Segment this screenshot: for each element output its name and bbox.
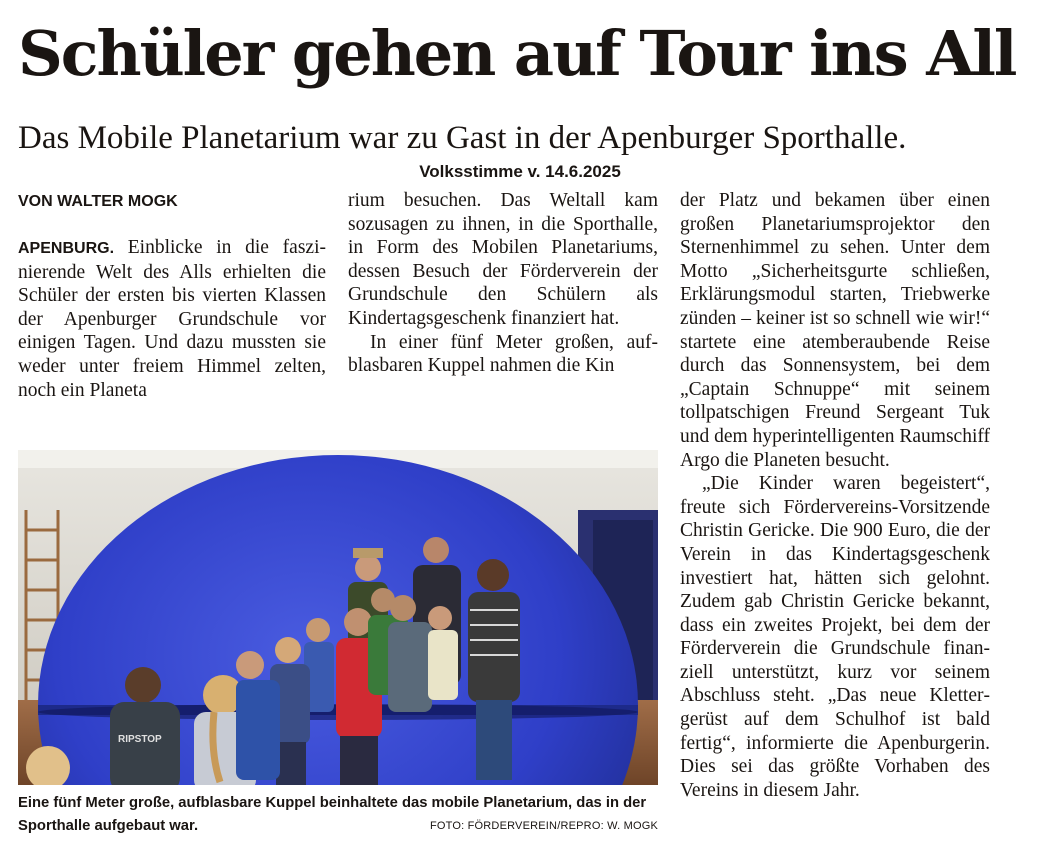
photo-caption: Eine fünf Meter große, aufblasbare Kuppel beinhaltete das mobile Planetarium, das in der Sporthalle aufgebaut war. (18, 795, 647, 834)
article-photo (18, 450, 658, 785)
subheadline: Das Mobile Planetarium war zu Gast in der Apenburger Sporthalle. (18, 120, 907, 156)
paragraph-text: Einblicke in die faszinierende Welt des Alls erhielten die Schüler der ersten bis vierten Klassen der Apenburger Grundschule vor einigen Tagen. Und dazu mussten sie weder unter freiem Himmel zelten, noch ein Planeta (18, 237, 326, 401)
dateline: APENBURG. (18, 240, 115, 257)
photo-credit: FOTO: FÖRDERVEREIN/REPRO: W. MOGK (429, 820, 658, 832)
shirt-print: RIPSTOP (118, 734, 162, 745)
article-column-2 (348, 189, 658, 378)
source-line: Volksstimme v. 14.6.2025 (419, 162, 621, 181)
paragraph: der Platz und bekamen über einen großen Planetariumsprojektor den Sternenhimmel zu sehen. Unter dem Motto „Sicherheitsgurte schließen, Erklärungsmodul starten, Triebwerke zünden – keiner ist so schnell wie wir!“ startete eine atemberaubende Reise durch das Sonnensystem, bei dem „Captain Schnuppe“ mit seinem tollpatschigen Freund Sergeant Tuk und dem hyperintelligenten Raumschiff Argo die Planeten besucht. (680, 190, 990, 471)
article-column-1 (18, 236, 326, 402)
headline: Schüler gehen auf Tour ins All (18, 17, 1016, 90)
paragraph: rium besuchen. Das Weltall kam sozusagen zu ihnen, in die Sporthalle, in Form des Mobilen Planetariums, dessen Besuch der Förderverein der Grundschule den Schülern als Kindertagsgeschenk finanziert hat. (348, 190, 658, 329)
byline: VON WALTER MOGK (18, 193, 178, 210)
paragraph: „Die Kinder waren begeistert“, freute sich Fördervereins-Vorsitzende Christin Gericke. Die 900 Euro, die der Verein in das Kindertagsgeschenk investiert hat, hätten sich gelohnt. Zudem gab Christin Gericke bekannt, dass ein zweites Projekt, bei dem der Förderverein die Grundschule finanziell unterstützt, kurz vor seinem Abschluss steht. „Das neue Klettergerüst auf dem Schulhof ist bald fertig“, informierte die Apenburgerin. Dies sei das größte Vorhaben des Vereins in diesem Jahr. (680, 473, 990, 801)
paragraph: In einer fünf Meter großen, aufblasbaren Kuppel nahmen die Kin (348, 331, 658, 377)
article-column-3 (680, 189, 990, 802)
paragraph (18, 236, 326, 402)
